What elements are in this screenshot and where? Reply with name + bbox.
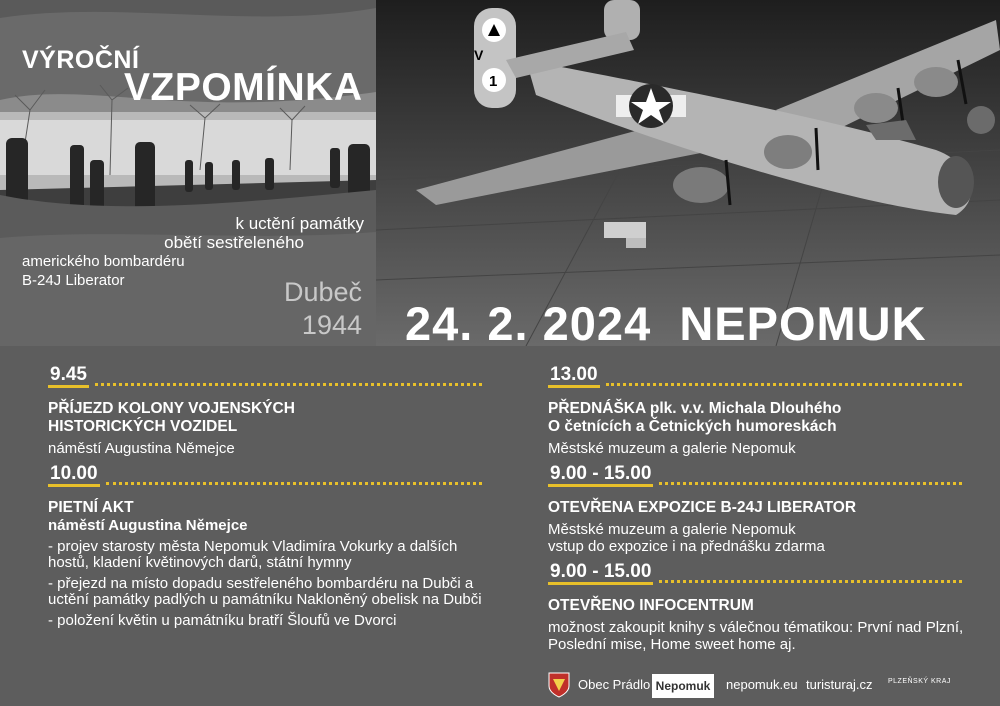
- event-title: OTEVŘENO INFOCENTRUM: [548, 597, 754, 614]
- title-line1: VÝROČNÍ: [22, 46, 140, 74]
- event-location: Městské muzeum a galerie Nepomuk: [548, 440, 796, 457]
- event-line: vstup do expozice i na přednášku zdarma: [548, 538, 825, 555]
- event-title: [548, 400, 968, 436]
- dotted-separator: [106, 482, 482, 485]
- website-link[interactable]: turisturaj.cz: [806, 677, 873, 692]
- list-item: - přejezd na místo dopadu sestřeleného bombardéru na Dubči a uctění památky padlých u památníku Nakloněný obelisk na Dubči: [48, 575, 482, 608]
- event-title-line: HISTORICKÝCH VOZIDEL: [48, 418, 238, 435]
- plzensky-kraj-logo: PLZEŇSKÝ KRAJ: [888, 678, 951, 685]
- subtitle-line: k uctění památky: [235, 214, 364, 233]
- place-name: Dubeč: [283, 277, 362, 307]
- dotted-separator: [659, 580, 962, 583]
- subtitle-line: B-24J Liberator: [22, 272, 125, 289]
- list-item: - položení květin u památníku bratří Šloufů ve Dvorci: [48, 612, 397, 629]
- tail-symbol: V: [474, 47, 484, 63]
- event-time: 13.00: [548, 365, 600, 388]
- event-date-headline: 24. 2. 2024 NEPOMUK: [405, 297, 927, 350]
- coat-of-arms-icon: [548, 672, 570, 698]
- event-title-line: PŘÍJEZD KOLONY VOJENSKÝCH: [48, 400, 295, 417]
- event-title-line: PŘEDNÁŠKA plk. v.v. Michala Dlouhého: [548, 400, 842, 417]
- memorial-panel: [0, 0, 376, 346]
- obec-pradlo-label: Obec Prádlo: [578, 677, 651, 692]
- list-item: - projev starosty města Nepomuk Vladimíra Vokurky a dalších hostů, kladení květinových darů, státní hymny: [48, 538, 458, 571]
- event-line: Městské muzeum a galerie Nepomuk: [548, 521, 796, 538]
- event-title: OTEVŘENA EXPOZICE B-24J LIBERATOR: [548, 499, 857, 516]
- time-row: [548, 465, 968, 487]
- year: 1944: [301, 310, 362, 340]
- event-location: náměstí Augustina Němejce: [48, 440, 235, 457]
- website-link[interactable]: nepomuk.eu: [726, 677, 798, 692]
- event-time: 9.45: [48, 365, 89, 388]
- dotted-separator: [606, 383, 962, 386]
- time-row: [548, 366, 968, 388]
- bomber-aircraft-photo: [376, 0, 1000, 346]
- event-time: 9.00 - 15.00: [548, 562, 653, 585]
- event-time: 10.00: [48, 464, 100, 487]
- dotted-separator: [95, 383, 482, 386]
- event-title-line: O četnících a Četnických humoreskách: [548, 418, 837, 435]
- program-right-column: [548, 366, 968, 653]
- partners-footer: [548, 672, 988, 702]
- dotted-separator: [659, 482, 962, 485]
- event-time: 9.00 - 15.00: [548, 464, 653, 487]
- time-row: [48, 465, 488, 487]
- program-left-column: [48, 366, 488, 635]
- time-row: [48, 366, 488, 388]
- time-row: [548, 563, 968, 585]
- aircraft-photo-panel: [376, 0, 1000, 346]
- event-location: [548, 521, 968, 555]
- event-title: [48, 400, 488, 436]
- subtitle-line: amerického bombardéru: [22, 253, 185, 270]
- event-details-list: [48, 539, 488, 629]
- tail-number: 1: [489, 73, 498, 90]
- title-line2: VZPOMÍNKA: [124, 66, 363, 109]
- subtitle-line: obětí sestřeleného: [164, 233, 304, 252]
- nepomuk-logo: Nepomuk: [652, 674, 714, 698]
- event-description: možnost zakoupit knihy s válečnou tématikou: První nad Plzní, Poslední mise, Home sweet home aj.: [548, 619, 964, 653]
- event-title: PIETNÍ AKT: [48, 499, 134, 516]
- event-location: náměstí Augustina Němejce: [48, 517, 248, 534]
